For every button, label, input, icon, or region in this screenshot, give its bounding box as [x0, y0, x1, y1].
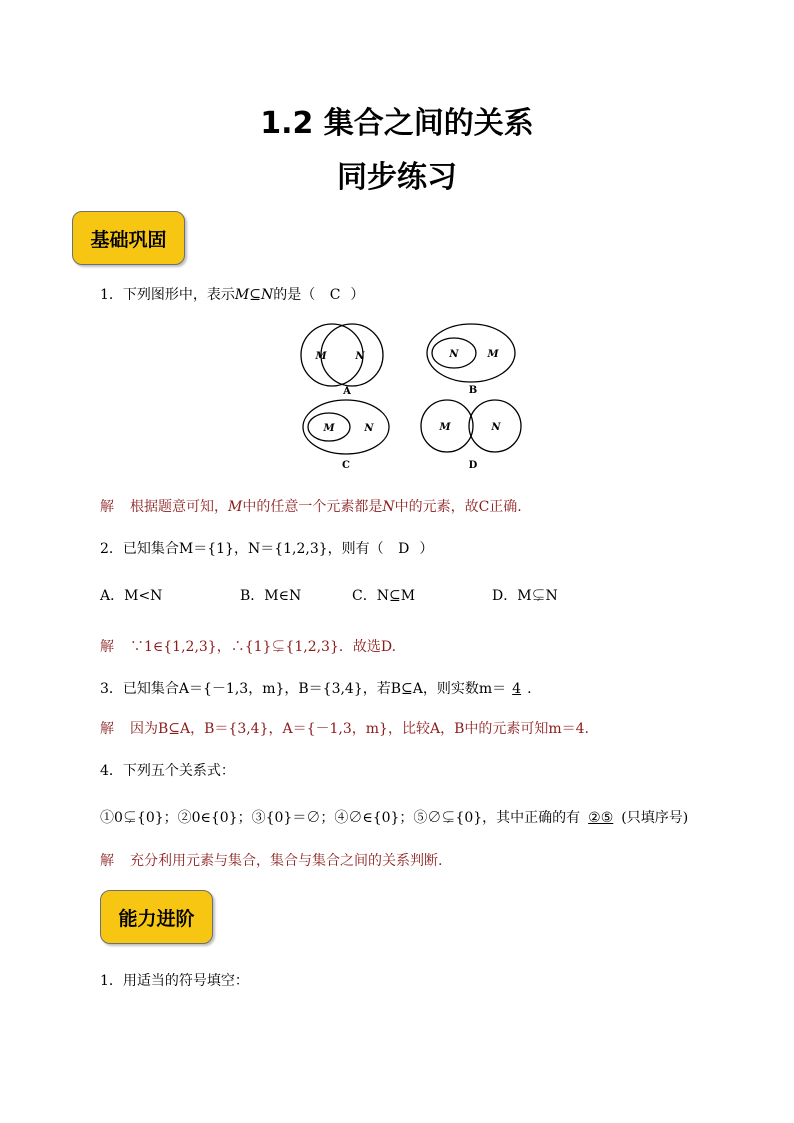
- section-badge-advanced: 能力进阶: [100, 890, 213, 944]
- section-badge-basic: 基础巩固: [72, 211, 185, 265]
- venn-c-caption: C: [342, 460, 350, 471]
- q1-stem-tail: 的是（: [273, 287, 316, 303]
- q2-option-d: D．M⊊N: [492, 588, 558, 604]
- q2-close: ）: [419, 541, 434, 557]
- q3-solution-label: 解: [100, 721, 114, 737]
- q2-stem: [100, 538, 433, 558]
- venn-c-outer-label: N: [364, 423, 374, 434]
- q3-end: .: [527, 681, 532, 697]
- venn-b-caption: B: [468, 385, 478, 396]
- q4-solution-label: 解: [100, 853, 114, 869]
- q1-solution-m: M: [228, 499, 243, 515]
- q1-solution-text-a: 根据题意可知，: [130, 499, 228, 515]
- q2-answer: D: [398, 541, 410, 557]
- q2-option-a: A．M<N: [100, 588, 163, 604]
- venn-d-left-label: M: [439, 422, 451, 433]
- q1-solution-text-b: 中的任意一个元素都是: [242, 499, 383, 515]
- q4-solution: [100, 850, 442, 870]
- page-subtitle: 同步练习: [337, 160, 457, 195]
- page-title: 1.2 集合之间的关系: [260, 106, 534, 141]
- q2-option-c: C．N⊆M: [352, 588, 416, 604]
- venn-a-right-label: N: [355, 351, 365, 362]
- q1-answer: C: [329, 287, 341, 303]
- q1-stem-text: 1．下列图形中，表示: [100, 287, 235, 303]
- q4-solution-text: 充分利用元素与集合，集合与集合之间的关系判断.: [130, 853, 443, 869]
- venn-a-circle-right: [321, 324, 383, 386]
- q1-stem: [100, 284, 364, 304]
- venn-option-a: [301, 324, 383, 397]
- q4-relations-text: ①0⊊{0}；②0∈{0}；③{0}＝∅；④∅∈{0}；⑤∅⊊{0}，其中正确的有: [100, 810, 581, 826]
- adv-q1-stem: 1．用适当的符号填空：: [100, 973, 249, 989]
- venn-a-caption: A: [343, 386, 351, 397]
- q3-solution-text: 因为B⊆A，B＝{3,4}，A＝{－1,3，m}，比较A，B中的元素可知m＝4.: [130, 721, 589, 737]
- q2-solution-text: ∵1∈{1,2,3}，∴{1}⊊{1,2,3}．故选D.: [130, 639, 397, 655]
- venn-diagram: [290, 320, 530, 475]
- q4-tail: (只填序号): [621, 810, 689, 826]
- q3-answer-blank: 4: [512, 681, 522, 697]
- q1-solution: [100, 496, 522, 516]
- venn-option-b: [427, 324, 515, 396]
- q1-close: ）: [350, 287, 365, 303]
- q3-stem-text: 3．已知集合A＝{－1,3，m}，B＝{3,4}，若B⊆A，则实数m＝: [100, 681, 507, 697]
- q4-relations: [100, 807, 688, 827]
- venn-b-inner-label: N: [449, 349, 459, 360]
- q1-solution-n: N: [382, 499, 395, 515]
- venn-option-c: [303, 400, 389, 471]
- q1-solution-label: 解: [100, 499, 114, 515]
- q3-solution: [100, 718, 589, 738]
- q2-stem-text: 2．已知集合M＝{1}，N＝{1,2,3}，则有（: [100, 541, 384, 557]
- q3-stem: [100, 678, 532, 698]
- venn-c-inner-label: M: [323, 423, 335, 434]
- venn-a-circle-left: [301, 324, 363, 386]
- venn-c-outer: [303, 400, 389, 454]
- venn-d-caption: D: [468, 460, 478, 471]
- q2-solution-label: 解: [100, 639, 114, 655]
- venn-b-outer: [427, 324, 515, 382]
- venn-a-left-label: M: [315, 351, 327, 362]
- q1-solution-text-c: 中的元素，故C正确.: [394, 499, 522, 515]
- venn-d-right-label: N: [491, 422, 501, 433]
- q2-option-b: B．M∈N: [240, 588, 302, 604]
- q1-relation: M⊆N: [234, 287, 274, 303]
- venn-option-d: [421, 400, 521, 471]
- q2-solution: [100, 636, 396, 656]
- venn-b-outer-label: M: [487, 349, 499, 360]
- q4-stem: 4．下列五个关系式：: [100, 763, 235, 779]
- q4-answer-blank: ②⑤: [588, 810, 614, 826]
